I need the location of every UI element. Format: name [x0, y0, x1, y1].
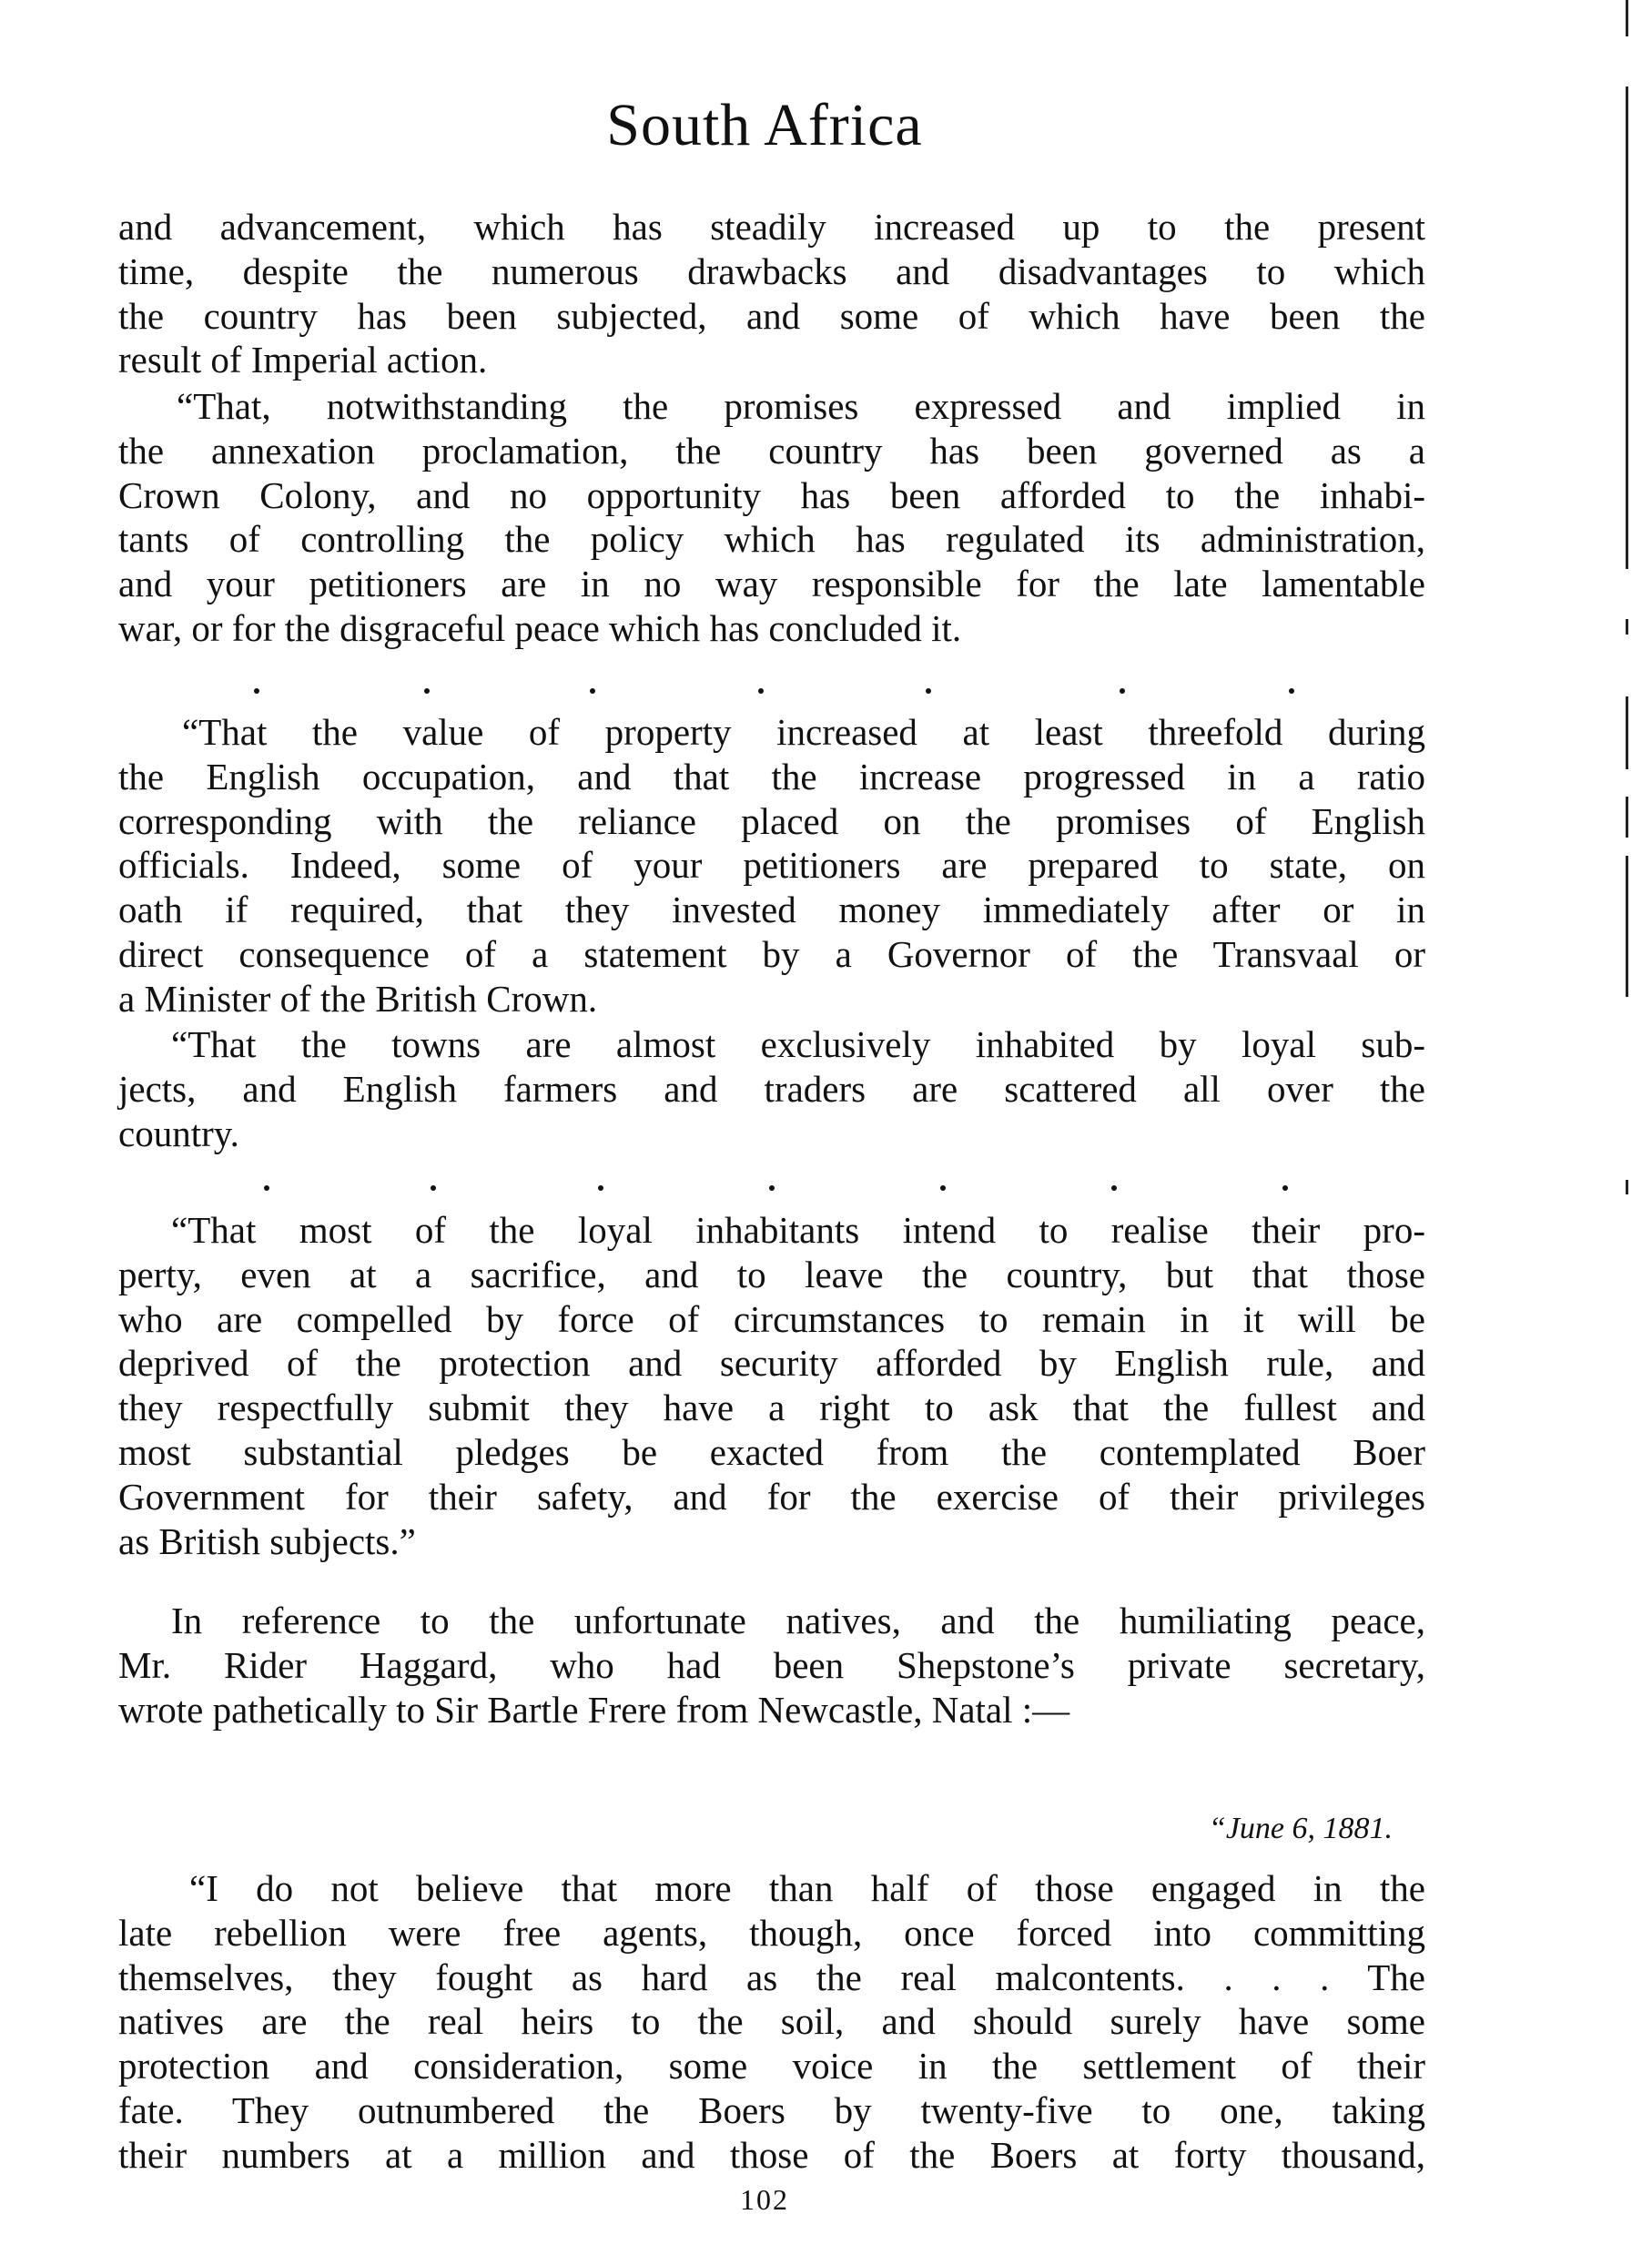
text-line: jects, and English farmers and traders are scattered all over the	[118, 1067, 1425, 1110]
text-line: In reference to the unfortunate natives, and the humiliating peace,	[171, 1600, 1425, 1641]
ellipsis-dot	[424, 688, 430, 694]
text-line: “That the value of property increased at least threefold during	[182, 711, 1425, 753]
text-line: they respectfully submit they have a right to ask that the fullest and	[118, 1387, 1425, 1429]
text-line: Crown Colony, and no opportunity has been afforded to the inhabi-	[118, 473, 1425, 516]
text-line: Government for their safety, and for the exercise of their privileges	[118, 1475, 1425, 1518]
text-line: the English occupation, and that the increase progressed in a ratio	[118, 755, 1425, 797]
text-line: oath if required, that they invested money immediately after or in	[118, 889, 1425, 931]
ellipsis-dot	[598, 1185, 603, 1191]
margin-scan-mark	[1626, 619, 1628, 635]
ellipsis-dot	[254, 688, 259, 694]
ellipsis-dot	[1111, 1185, 1117, 1191]
text-line: “I do not believe that more than half of those engaged in the	[189, 1867, 1425, 1909]
ellipsis-dot	[940, 1185, 946, 1191]
text-line: war, or for the disgraceful peace which has concluded it.	[118, 607, 962, 649]
ellipsis-dot	[264, 1185, 269, 1191]
text-line: who are compelled by force of circumstances to remain in it will be	[118, 1297, 1425, 1340]
text-line: late rebellion were free agents, though, once forced into committing	[118, 1911, 1425, 1954]
page-title: South Africa	[606, 92, 923, 158]
text-line: perty, even at a sacrifice, and to leave the country, but that those	[118, 1253, 1425, 1295]
ellipsis-dot	[590, 688, 595, 694]
margin-scan-mark	[1626, 696, 1628, 769]
text-line: officials. Indeed, some of your petitioners are prepared to state, on	[118, 844, 1425, 887]
text-line: fate. They outnumbered the Boers by twenty-five to one, taking	[118, 2089, 1425, 2131]
text-line: natives are the real heirs to the soil, and should surely have some	[118, 2000, 1425, 2043]
text-line: their numbers at a million and those of the Boers at forty thousand,	[118, 2133, 1425, 2176]
text-line: wrote pathetically to Sir Bartle Frere from Newcastle, Natal :—	[118, 1688, 1070, 1731]
margin-scan-mark	[1626, 0, 1628, 36]
page-number: 102	[740, 2183, 789, 2216]
text-line: themselves, they fought as hard as the real malcontents. . . . The	[118, 1955, 1425, 1998]
text-line: “That most of the loyal inhabitants intend to realise their pro-	[171, 1209, 1425, 1251]
ellipsis-dot	[431, 1185, 436, 1191]
text-line: time, despite the numerous drawbacks and disadvantages to which	[118, 249, 1425, 292]
text-line: a Minister of the British Crown.	[118, 977, 598, 1020]
ellipsis-dot	[1120, 688, 1125, 694]
text-line: corresponding with the reliance placed on the promises of English	[118, 799, 1425, 842]
text-line: as British subjects.”	[118, 1519, 416, 1562]
text-line: and your petitioners are in no way responsible for the late lamentable	[118, 563, 1425, 605]
ellipsis-dot	[1289, 688, 1294, 694]
margin-scan-mark	[1626, 86, 1628, 569]
text-line: and advancement, which has steadily increased up to the present	[118, 206, 1425, 248]
text-line: protection and consideration, some voice in the settlement of their	[118, 2045, 1425, 2088]
margin-scan-mark	[1626, 1180, 1628, 1194]
text-line: deprived of the protection and security afforded by English rule, and	[118, 1342, 1425, 1385]
text-line: most substantial pledges be exacted from the contemplated Boer	[118, 1431, 1425, 1473]
text-line: country.	[118, 1112, 239, 1154]
ellipsis-dot	[926, 688, 931, 694]
text-line: the country has been subjected, and some of which have been the	[118, 294, 1425, 337]
margin-scan-mark	[1626, 856, 1628, 997]
text-line: the annexation proclamation, the country has been governed as a	[118, 429, 1425, 472]
text-line: “That the towns are almost exclusively inhabited by loyal sub-	[171, 1023, 1425, 1065]
text-line: result of Imperial action.	[118, 339, 488, 381]
text-line: tants of controlling the policy which has regulated its administration,	[118, 518, 1425, 561]
text-line: direct consequence of a statement by a Governor of the Transvaal or	[118, 933, 1425, 975]
text-line: Mr. Rider Haggard, who had been Shepstone’s private secretary,	[118, 1643, 1425, 1686]
ellipsis-dot	[769, 1185, 775, 1191]
letter-date: “June 6, 1881.	[1208, 1812, 1393, 1845]
ellipsis-dot	[1282, 1185, 1288, 1191]
ellipsis-dot	[758, 688, 764, 694]
text-line: “That, notwithstanding the promises expressed and implied in	[177, 385, 1425, 427]
margin-scan-mark	[1626, 797, 1628, 838]
